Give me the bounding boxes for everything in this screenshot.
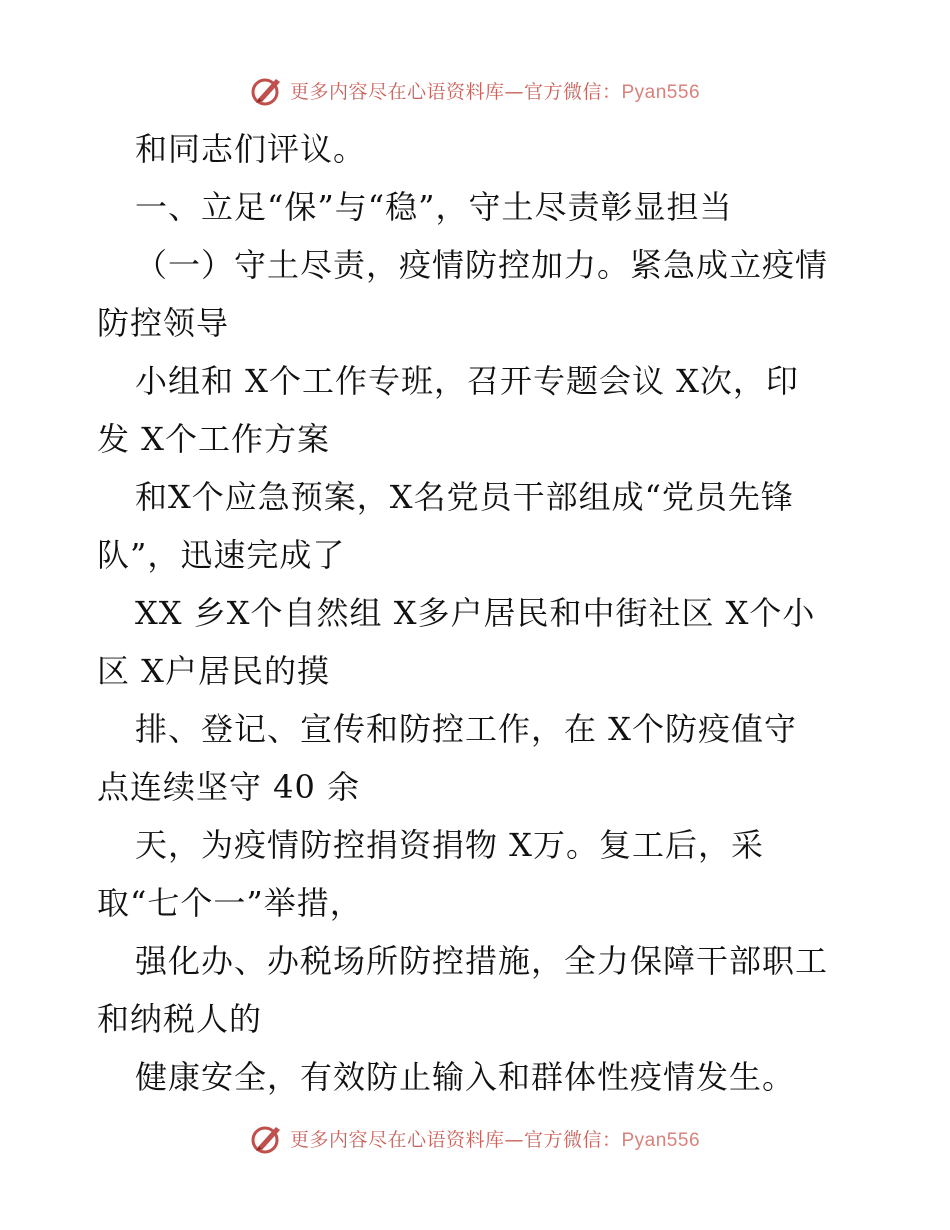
pen-logo-icon [250,1121,284,1155]
body-line: 队”，迅速完成了 [97,536,346,574]
body-line: 小组和 X个工作专班，召开专题会议 X次，印 [135,362,799,400]
body-line: XX 乡X个自然组 X多户居民和中街社区 X个小 [135,594,816,632]
footer-separator: — [504,1128,524,1151]
body-line: 区 X户居民的摸 [97,652,330,690]
header-wechat-label: 官方微信： [523,80,622,103]
header-site-name: 更多内容尽在心语资料库 [289,80,505,103]
footer-banner [0,1118,950,1158]
body-line: 取“七个一”举措， [97,884,363,922]
body-line: 排、登记、宣传和防控工作，在 X个防疫值守 [135,710,797,748]
body-line: （一）守土尽责，疫情防控加力。紧急成立疫情 [135,246,829,284]
body-line: 和纳税人的 [97,1000,263,1038]
header-banner-text [290,77,700,104]
body-line: 防控领导 [97,304,230,342]
pen-logo-icon [250,73,284,107]
body-line: 天，为疫情防控捐资捐物 X万。复工后，采 [135,826,764,864]
footer-wechat-id: Pyan556 [621,1129,701,1151]
body-line: 强化办、办税场所防控措施，全力保障干部职工 [135,942,829,980]
header-separator: — [504,80,524,103]
header-wechat-id: Pyan556 [621,81,701,103]
section-heading: 一、立足“保”与“稳”，守土尽责彰显担当 [135,188,733,226]
body-line: 和同志们评议。 [135,130,367,168]
footer-site-name: 更多内容尽在心语资料库 [289,1128,505,1151]
header-banner [0,70,950,110]
body-line: 和X个应急预案，X名党员干部组成“党员先锋 [135,478,794,516]
body-line: 点连续坚守 40 余 [97,768,361,806]
footer-banner-text [290,1125,700,1152]
document-body [97,120,857,1106]
body-line: 健康安全，有效防止输入和群体性疫情发生。 [135,1058,796,1096]
footer-wechat-label: 官方微信： [523,1128,622,1151]
body-line: 发 X个工作方案 [97,420,330,458]
